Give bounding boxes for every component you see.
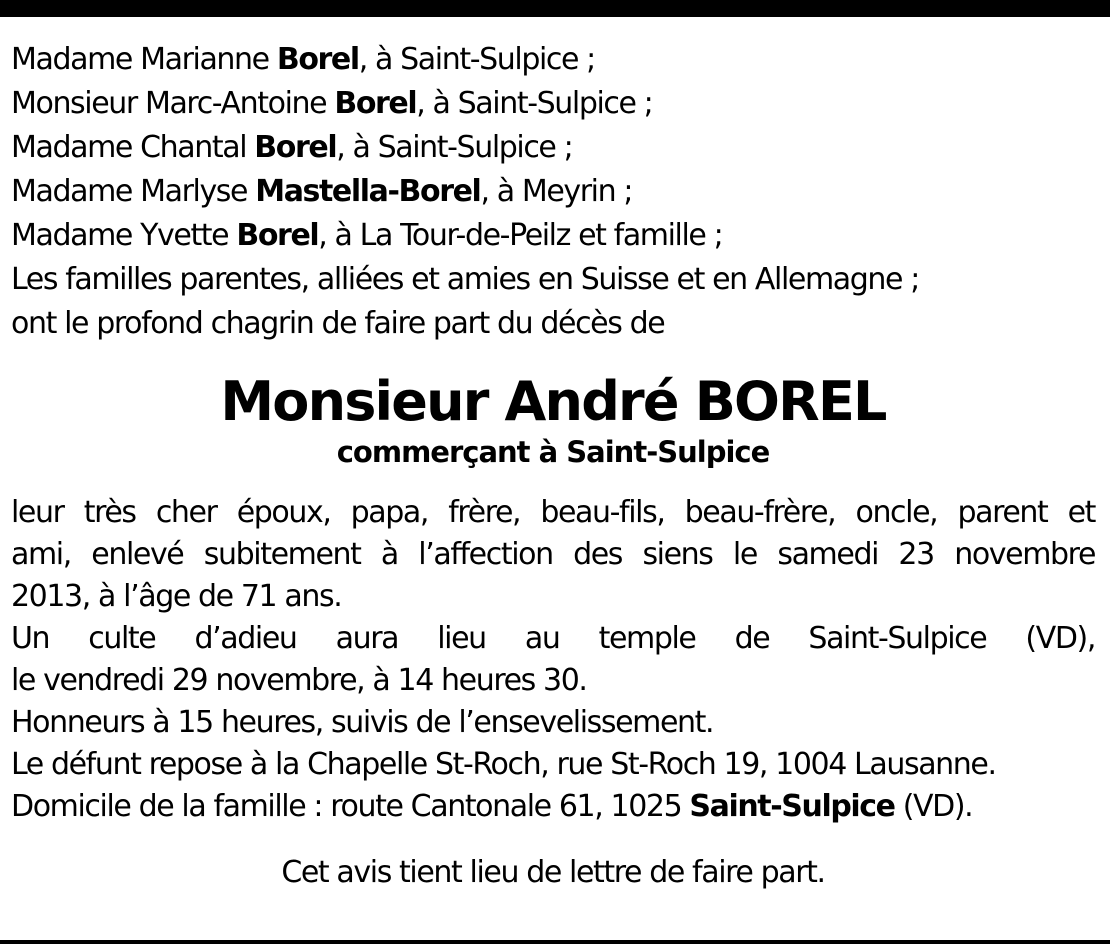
top-border-rule	[0, 0, 1110, 17]
mourner-line	[11, 82, 1095, 126]
honours-line: Honneurs à 15 heures, suivis de l’ensevelissement.	[11, 705, 714, 740]
mourner-suffix: , à La Tour-de-Peilz et famille ;	[318, 218, 723, 253]
bottom-border-rule	[0, 940, 1110, 944]
mourner-suffix: , à Meyrin ;	[480, 174, 633, 209]
mourner-prefix: Madame Marlyse	[11, 174, 256, 209]
service-line: le vendredi 29 novembre, à 14 heures 30.	[11, 663, 587, 698]
mourner-line	[11, 38, 1095, 82]
mourner-prefix: Madame Marianne	[11, 42, 277, 77]
tribute-line: leur très cher époux, papa, frère, beau-fils, beau-frère, oncle, parent et	[11, 495, 1095, 530]
notice-body	[11, 492, 1095, 828]
deceased-name: Monsieur André BOREL	[220, 370, 886, 433]
tribute-line: 2013, à l’âge de 71 ans.	[11, 579, 342, 614]
mourner-surname: Borel	[236, 218, 319, 253]
death-notice	[11, 38, 1095, 894]
mourner-line	[11, 126, 1095, 170]
domicile-suffix: (VD).	[894, 789, 973, 824]
tribute-line: ami, enlevé subitement à l’affection des siens le samedi 23 novembre	[11, 537, 1095, 572]
domicile-prefix: Domicile de la famille : route Cantonale 61, 1025	[11, 789, 690, 824]
mourner-surname: Borel	[334, 86, 417, 121]
domicile-place: Saint-Sulpice	[689, 789, 895, 824]
mourner-prefix: Madame Yvette	[11, 218, 237, 253]
mourner-surname: Mastella-Borel	[255, 174, 481, 209]
mourner-surname: Borel	[276, 42, 359, 77]
families-line: Les familles parentes, alliées et amies en Suisse et en Allemagne ;	[11, 262, 919, 297]
mourner-suffix: , à Saint-Sulpice ;	[358, 42, 595, 77]
mourner-line	[11, 214, 1095, 258]
domicile-line	[11, 786, 1095, 828]
deceased-occupation: commerçant à Saint-Sulpice	[336, 435, 770, 469]
mourner-suffix: , à Saint-Sulpice ;	[416, 86, 653, 121]
mourner-prefix: Madame Chantal	[11, 130, 255, 165]
closing-line: Cet avis tient lieu de lettre de faire part.	[281, 855, 825, 890]
announcement-line: ont le profond chagrin de faire part du décès de	[11, 306, 665, 341]
mourner-prefix: Monsieur Marc-Antoine	[11, 86, 335, 121]
service-line: Un culte d’adieu aura lieu au temple de Saint-Sulpice (VD),	[11, 621, 1095, 656]
mourner-line	[11, 170, 1095, 214]
mourner-suffix: , à Saint-Sulpice ;	[336, 130, 573, 165]
mourner-surname: Borel	[254, 130, 337, 165]
repose-line: Le défunt repose à la Chapelle St-Roch, rue St-Roch 19, 1004 Lausanne.	[11, 747, 996, 782]
